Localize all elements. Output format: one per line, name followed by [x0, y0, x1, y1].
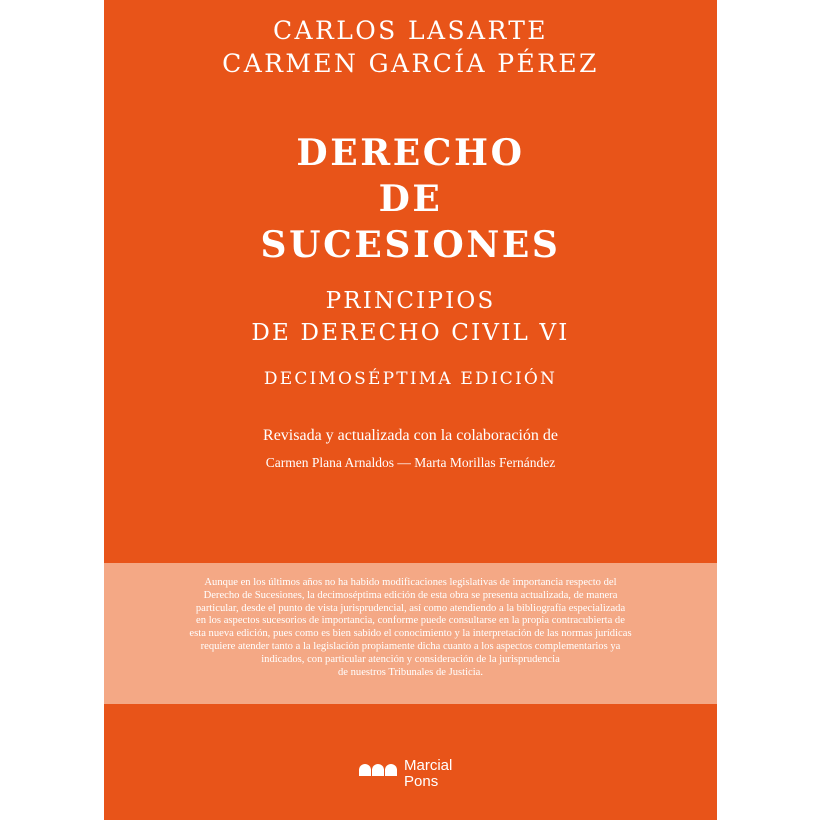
revised-line: Revisada y actualizada con la colaboración de — [263, 427, 558, 444]
edition-label: DECIMOSÉPTIMA EDICIÓN — [263, 369, 558, 389]
title-line-3: SUCESIONES — [260, 224, 561, 266]
blurb-line: en los aspectos sucesorios de importancia, conforme puede consultarse en la propia contracubierta de — [196, 615, 625, 627]
publisher-name — [404, 758, 484, 790]
publisher-line-1: Marcial — [404, 757, 453, 774]
blurb-line: particular, desde el punto de vista jurisprudencial, así como atendiendo a la bibliografía especializada — [195, 602, 626, 614]
blurb-line: Aunque en los últimos años no ha habido modificaciones legislativas de importancia respecto del — [204, 577, 617, 588]
subtitle-line-2: DE DERECHO CIVIL VI — [251, 320, 570, 346]
collaborators: Carmen Plana Arnaldos — Marta Morillas Fernández — [265, 455, 556, 470]
three-dot-mark-icon — [358, 763, 398, 777]
title-line-2: DE — [378, 178, 443, 220]
blurb-line: Derecho de Sucesiones, la decimoséptima edición de esta obra se presenta actualizada, de manera — [203, 589, 618, 601]
author-1: CARLOS LASARTE — [273, 16, 548, 45]
book-cover — [104, 0, 717, 820]
blurb-line: requiere atender tanto a la legislación propiamente dicha cuanto a los aspectos complementarios ya — [200, 640, 621, 652]
blurb-line: de nuestros Tribunales de Justicia. — [337, 666, 484, 678]
authors — [104, 14, 717, 80]
publisher-line-2: Pons — [404, 773, 439, 790]
blurb-text — [104, 577, 717, 679]
book-title — [104, 130, 717, 268]
blurb-line: indicados, con particular atención y consideración de la jurisprudencia — [261, 653, 560, 665]
author-2: CARMEN GARCÍA PÉREZ — [222, 49, 599, 78]
blurb-line: esta nueva edición, pues como es bien sabido el conocimiento y la interpretación de las normas jurídicas — [189, 628, 632, 640]
book-subtitle — [104, 285, 717, 349]
subtitle-line-1: PRINCIPIOS — [325, 288, 496, 314]
title-line-1: DERECHO — [296, 132, 525, 174]
